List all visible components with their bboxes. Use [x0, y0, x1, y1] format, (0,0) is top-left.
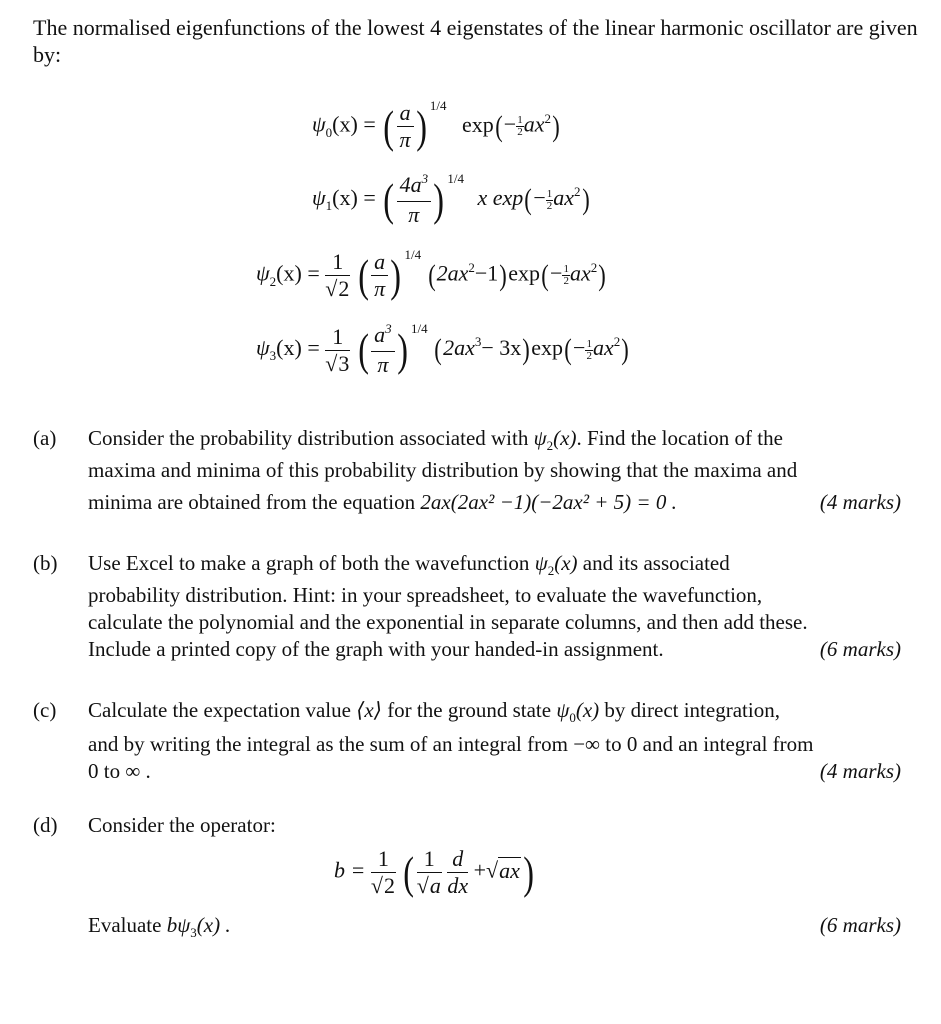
question-d-evaluate: Evaluate $b\psi_3(x)$ .	[88, 913, 231, 940]
question-d-marks: (6 marks)	[819, 913, 901, 937]
question-a-line3: minima are obtained from the equation 2ax(2ax² −1)(−2ax² + 5) = 0 .	[88, 490, 677, 514]
equation-psi0: $\psi_0(x)$ = ( $\frac{a}{\pi}$ ) $^{1/4}$ exp(− $\frac{1}{2}$ $ax^2$)	[312, 97, 560, 152]
question-c-line1: Calculate the expectation value ⟨x⟩ for the ground state $\psi_0(x)$ by direct integration,	[88, 698, 780, 725]
question-a-equation: 2ax(2ax² −1)(−2ax² + 5) = 0 .	[420, 490, 677, 514]
question-c-line3: 0 to ∞ .	[88, 759, 151, 783]
question-a-line2: maxima and minima of this probability distribution by showing that the maxima and	[88, 458, 798, 482]
equation-psi1: $\psi_1(x)$ = ( $\frac{4a^3}{\pi}$ ) $^{1/4}$ x exp(− $\frac{1}{2}$ $ax^2$)	[312, 171, 590, 227]
question-c-label: (c)	[33, 698, 57, 722]
operator-b-equation: b = $\frac{1}{√2}$ ( $\frac{1}{√a}$ $\frac{d}{dx}$ +√ax)	[334, 846, 534, 898]
question-b-label: (b)	[33, 551, 58, 575]
question-b-line4: Include a printed copy of the graph with your handed-in assignment.	[88, 637, 664, 661]
question-d-label: (d)	[33, 813, 58, 837]
question-c-line2: and by writing the integral as the sum of an integral from −∞ to 0 and an integral from	[88, 732, 814, 756]
question-b-marks: (6 marks)	[819, 637, 901, 661]
question-a-marks: (4 marks)	[819, 490, 901, 514]
question-c-marks: (4 marks)	[819, 759, 901, 783]
question-a-label: (a)	[33, 426, 57, 450]
question-b-line2: probability distribution. Hint: in your spreadsheet, to evaluate the wavefunction,	[88, 583, 763, 607]
equation-psi3: $\psi_3(x)$ = $\frac{1}{√3}$ ( $\frac{a^3}{\pi}$ ) $^{1/4}$ $(2ax^3- 3x)\exp(-$ $\frac{1}{2}$ $ax^2$)	[256, 321, 629, 377]
equation-psi2: $\psi_2(x)$ = $\frac{1}{√2}$ ( $\frac{a}{\pi}$ ) $^{1/4}$ $(2ax^2-1)\exp(-$ $\frac{1}{2}$ $ax^2$)	[256, 246, 606, 301]
question-b-line1: Use Excel to make a graph of both the wavefunction $\psi_2(x)$ and its associated	[88, 551, 730, 578]
question-a-line1: Consider the probability distribution associated with $\psi_2(x)$. Find the location of the	[88, 426, 783, 453]
intro-text: The normalised eigenfunctions of the lowest 4 eigenstates of the linear harmonic oscillator are given by:	[33, 15, 918, 67]
question-d-line1: Consider the operator:	[88, 813, 276, 837]
question-b-line3: calculate the polynomial and the exponential in separate columns, and then add these.	[88, 610, 808, 634]
